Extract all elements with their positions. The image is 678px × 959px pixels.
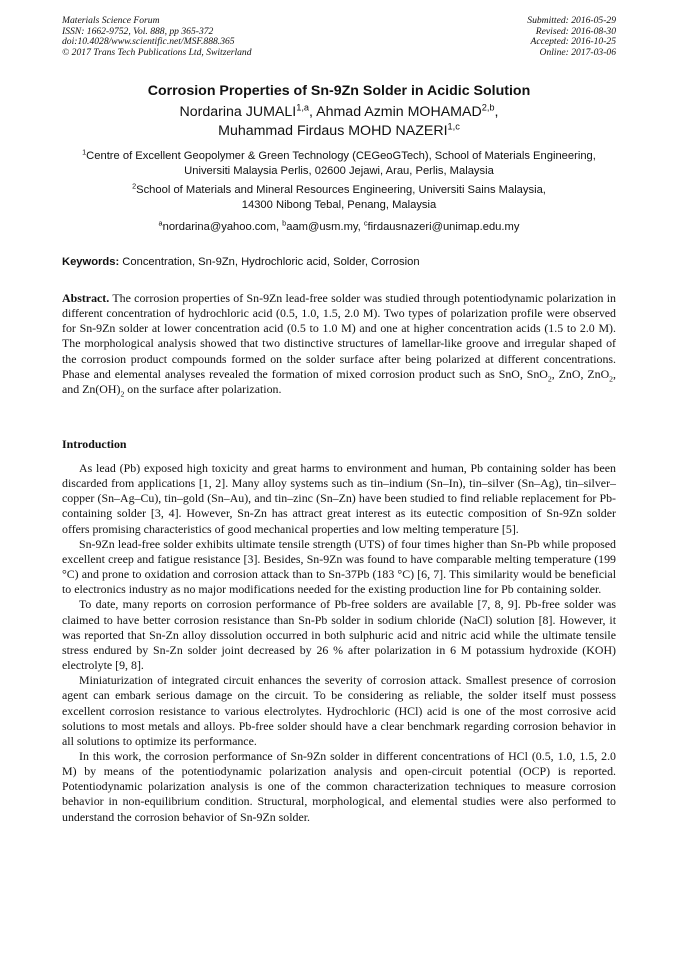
issn: ISSN: 1662-9752, Vol. 888, pp 365-372 (62, 25, 214, 37)
paragraph: In this work, the corrosion performance of Sn-9Zn solder in different concentrations of HCl (0.5, 1.0, 1.5, 2.0 M) by means of the potentiodynamic polarization analysis and open-circuit potential (OCP) is reported. Potentiodynamic polarization analysis is one of the common characterization techniques to measure corrosion behavior in non-equilibrium condition. Structural, morphological, and elemental studies were also performed to understand the corrosion behavior of Sn-9Zn solder. (62, 748, 616, 824)
revised-date: Revised: 2016-08-30 (535, 25, 616, 37)
keywords (62, 256, 616, 268)
abstract-text: , ZnO, ZnO (551, 366, 610, 381)
paragraph: As lead (Pb) exposed high toxicity and great harms to environment and human, Pb containing solder has been discarded from applications [1, 2]. Many alloy systems such as tin–indium (Sn–In), tin–silver (Sn–Ag), tin–silver–copper (Sn–Ag–Cu), tin–gold (Sn–Au), and tin–zinc (Sn–Zn) have been studied to find reliable replacement for Pb-containing solder [3, 4]. However, Sn-Zn has attract great interest as its eutectic composition of Sn-9Zn solder offers promising characteristics of good mechanical properties and low melting temperature [5]. (62, 461, 616, 536)
subscript: 2 (547, 374, 552, 384)
online-date: Online: 2017-03-06 (539, 46, 616, 58)
author-2-affiliation: 2,b (481, 102, 495, 113)
affiliation-1-number: 1 (82, 147, 87, 157)
affiliation-2-line-2: 14300 Nibong Tebal, Penang, Malaysia (241, 198, 437, 211)
affiliation-1 (62, 149, 616, 178)
affiliation-2 (62, 183, 616, 212)
abstract (62, 291, 616, 397)
abstract-text: , and Zn(OH) (62, 366, 617, 396)
author-emails (62, 218, 616, 233)
affiliation-2-number: 2 (132, 181, 137, 191)
email-c-marker: c (363, 218, 368, 228)
journal-name: Materials Science Forum (62, 15, 160, 26)
paragraph: Miniaturization of integrated circuit enhances the severity of corrosion attack. Smallest presence of corrosion agent can embark serious damage on the circuit. To be considering as reliable, the solder itself must possess excellent corrosion resistance to various electrolytes. Hydrochloric (HCl) acid is one of the most corrosive acid solutions to most metals and alloys. Pb-free solder should have a clear benchmark regarding corrosion behavior in all solutions to optimize its performance. (62, 673, 616, 748)
publication-dates (527, 16, 616, 58)
author-separator: , (309, 104, 317, 120)
keywords-text: Concentration, Sn-9Zn, Hydrochloric acid, Solder, Corrosion (119, 256, 420, 268)
author-1-affiliation: 1,a (296, 102, 310, 113)
author-3: Muhammad Firdaus MOHD NAZERI (218, 123, 448, 139)
email-c[interactable]: firdausnazeri@unimap.edu.my (367, 221, 520, 233)
email-a-marker: a (158, 218, 163, 228)
submitted-date: Submitted: 2016-05-29 (527, 15, 616, 26)
email-a[interactable]: nordarina@yahoo.com, (162, 221, 283, 233)
subscript: 2 (609, 374, 614, 384)
introduction-heading: Introduction (62, 437, 127, 451)
keywords-label: Keywords: (62, 256, 120, 268)
paper-title: Corrosion Properties of Sn-9Zn Solder in Acidic Solution (147, 83, 531, 99)
paragraph: To date, many reports on corrosion performance of Pb-free solders are available [7, 8, 9]. Pb-free solder was claimed to have better corrosion resistance than Sn-Pb solder in sodium chloride (NaCl) solution [8]. However, it was reported that Sn-Zn alloy dissolution occurred in both sulphuric acid and nitric acid while the ultimate tensile stress endured by Sn-Zn solder joint decreased by 26 % after polarization in 6 M potassium hydroxide (KOH) electrolyte [9, 8]. (62, 597, 616, 673)
accepted-date: Accepted: 2016-10-25 (530, 36, 616, 48)
introduction-body (62, 461, 616, 825)
email-b-marker: b (282, 218, 287, 228)
copyright: © 2017 Trans Tech Publications Ltd, Switzerland (62, 46, 252, 58)
abstract-label: Abstract. (62, 291, 110, 305)
abstract-text: on the surface after polarization. (124, 381, 282, 396)
affiliation-1-text: Centre of Excellent Geopolymer & Green Technology (CEGeoGTech), School of Materials Engineering, Universiti Malaysia Perlis, 02600 Jejawi, Arau, Perlis, Malaysia (86, 150, 596, 177)
journal-header (62, 16, 616, 58)
subscript: 2 (120, 389, 125, 399)
abstract-text: The corrosion properties of Sn-9Zn lead-free solder was studied through potentiodynamic polarization in different concentration of hydrochloric acid (0.5, 1.0, 1.5, 2.0 M). Two types of polarization profile were observed for Sn-9Zn solder at lower concentration acid (0.5 to 1.0 M) and one at higher concentration acids (1.5 to 2.0 M). The morphological analysis showed that two distinctive structures of lamellar-like groove and irregular shaped of the corrosion product compounds formed on the solder surface after being polarized at different concentrations. Phase and elemental analyses revealed the formation of mixed corrosion product such as SnO, SnO (62, 291, 616, 381)
author-2: Ahmad Azmin MOHAMAD (316, 104, 482, 120)
affiliation-2-line-1: School of Materials and Mineral Resources Engineering, Universiti Sains Malaysia, (136, 184, 546, 196)
author-1: Nordarina JUMALI (179, 104, 297, 120)
author-3-affiliation: 1,c (447, 121, 460, 132)
doi[interactable]: doi:10.4028/www.scientific.net/MSF.888.365 (62, 36, 235, 48)
author-list (62, 103, 616, 141)
author-separator: , (494, 104, 499, 120)
journal-info (62, 16, 252, 58)
paragraph: Sn-9Zn lead-free solder exhibits ultimate tensile strength (UTS) of four times higher than Sn-Pb while proposed excellent creep and fatigue resistance [3]. Besides, Sn-9Zn was found to have comparable melting temperature (199 °C) and prone to oxidation and corrosion attack than to Sn-37Pb (183 °C) [6, 7]. This similarity would be beneficial to electronics industry as no major modifications needed for the existing production line for Pb containing solder. (62, 536, 616, 597)
email-b[interactable]: aam@usm.my, (286, 221, 364, 233)
